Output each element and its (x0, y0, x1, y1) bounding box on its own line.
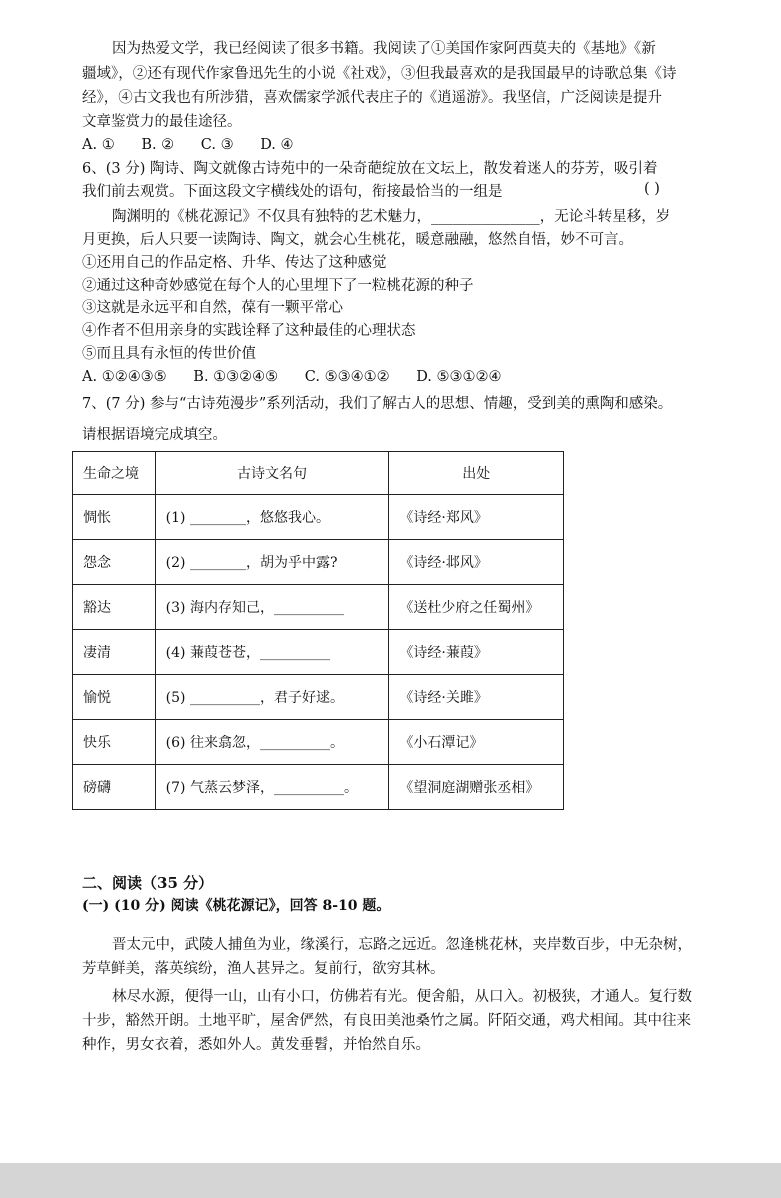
q6-stem-1: 6、(3 分) 陶诗、陶文就像古诗苑中的一朵奇葩绽放在文坛上，散发着迷人的芬芳，吸引着 (82, 161, 658, 177)
table-row (73, 630, 564, 675)
source-cell: 《诗经·关雎》 (389, 675, 564, 720)
table-row (73, 675, 564, 720)
source-cell: 《送杜少府之任蜀州》 (389, 585, 564, 630)
q6-answer-paren: ( ) (644, 181, 660, 197)
q6-stem-2: 我们前去观赏。下面这段文字横线处的语句，衔接最恰当的一组是 (82, 184, 503, 200)
q6-option-b: B. ①③②④⑤ (193, 369, 279, 385)
q5-option-a: A. ① (82, 137, 115, 153)
q5-line-2: 疆域》，②还有现代作家鲁迅先生的小说《社戏》，③但我最喜欢的是我国最早的诗歌总集《诗 (82, 66, 677, 82)
q6-item-5: ⑤而且具有永恒的传世价值 (82, 346, 256, 362)
q6-text-2: 月更换，后人只要一读陶诗、陶文，就会心生桃花，暖意融融，悠然自悟，妙不可言。 (82, 232, 633, 248)
table-row (73, 495, 564, 540)
q6-text-1: 陶渊明的《桃花源记》不仅具有独特的艺术魅力，_______________，无论斗转星移，岁 (112, 209, 671, 225)
q5-option-b: B. ② (141, 137, 175, 153)
table-row (73, 720, 564, 765)
poem-table (72, 451, 564, 810)
verse-cell: (1) ________，悠悠我心。 (155, 495, 389, 540)
realm-cell: 愉悦 (73, 675, 156, 720)
q5-line-1: 因为热爱文学，我已经阅读了很多书籍。我阅读了①美国作家阿西莫夫的《基地》《新 (112, 41, 656, 57)
q7-stem-1: 7、(7 分) 参与“古诗苑漫步”系列活动，我们了解古人的思想、情趣，受到美的熏陶和感染。 (82, 396, 673, 412)
q5-line-4: 文章鉴赏力的最佳途径。 (82, 114, 242, 130)
verse-cell: (7) 气蒸云梦泽，__________。 (155, 765, 389, 810)
source-cell: 《诗经·邶风》 (389, 540, 564, 585)
verse-cell: (5) __________，君子好逑。 (155, 675, 389, 720)
table-row (73, 540, 564, 585)
verse-cell: (3) 海内存知己，__________ (155, 585, 389, 630)
verse-cell: (2) ________，胡为乎中露? (155, 540, 389, 585)
table-row (73, 585, 564, 630)
header-realm: 生命之境 (73, 452, 156, 495)
q5-option-c: C. ③ (200, 137, 234, 153)
subsection-title: (一) (10 分) 阅读《桃花源记》，回答 8-10 题。 (82, 898, 391, 914)
header-source: 出处 (389, 452, 564, 495)
realm-cell: 快乐 (73, 720, 156, 765)
section-title: 二、阅读（35 分） (82, 874, 214, 892)
verse-cell: (4) 蒹葭苍苍，__________ (155, 630, 389, 675)
reading-paragraph-2: 林尽水源，便得一山，山有小口，仿佛若有光。便舍船，从口入。初极狭，才通人。复行数十步，豁然开朗。土地平旷，屋舍俨然，有良田美池桑竹之属。阡陌交通，鸡犬相闻。其中往来种作，男女衣着，悉如外人。黄发垂髫，并怡然自乐。 (82, 989, 692, 1053)
q5-option-d: D. ④ (260, 137, 294, 153)
q6-option-a: A. ①②④③⑤ (82, 369, 167, 385)
q6-item-4: ④作者不但用亲身的实践诠释了这种最佳的心理状态 (82, 323, 416, 339)
source-cell: 《诗经·蒹葭》 (389, 630, 564, 675)
q5-line-3: 经》，④古文我也有所涉猎，喜欢儒家学派代表庄子的《逍遥游》。我坚信，广泛阅读是提升 (82, 90, 662, 106)
reading-paragraph-1: 晋太元中，武陵人捕鱼为业，缘溪行，忘路之远近。忽逢桃花林，夹岸数百步，中无杂树，芳草鲜美，落英缤纷，渔人甚异之。复前行，欲穷其林。 (82, 937, 692, 977)
source-cell: 《小石潭记》 (389, 720, 564, 765)
realm-cell: 豁达 (73, 585, 156, 630)
poem-table-header (73, 452, 564, 495)
q6-item-2: ②通过这种奇妙感觉在每个人的心里埋下了一粒桃花源的种子 (82, 278, 474, 294)
realm-cell: 怨念 (73, 540, 156, 585)
bottom-bar (0, 1163, 781, 1198)
q6-option-c: C. ⑤③④①② (304, 369, 390, 385)
q5-options (82, 134, 316, 156)
q7-stem-2: 请根据语境完成填空。 (82, 427, 227, 443)
q6-item-1: ①还用自己的作品定格、升华、传达了这种感觉 (82, 255, 387, 271)
realm-cell: 磅礴 (73, 765, 156, 810)
source-cell: 《望洞庭湖赠张丞相》 (389, 765, 564, 810)
source-cell: 《诗经·郑风》 (389, 495, 564, 540)
verse-cell: (6) 往来翕忽，__________。 (155, 720, 389, 765)
header-verse: 古诗文名句 (155, 452, 389, 495)
q6-item-3: ③这就是永远平和自然，葆有一颗平常心 (82, 300, 343, 316)
q6-options (82, 366, 524, 388)
realm-cell: 凄清 (73, 630, 156, 675)
q6-option-d: D. ⑤③①②④ (416, 369, 502, 385)
realm-cell: 惆怅 (73, 495, 156, 540)
table-row (73, 765, 564, 810)
